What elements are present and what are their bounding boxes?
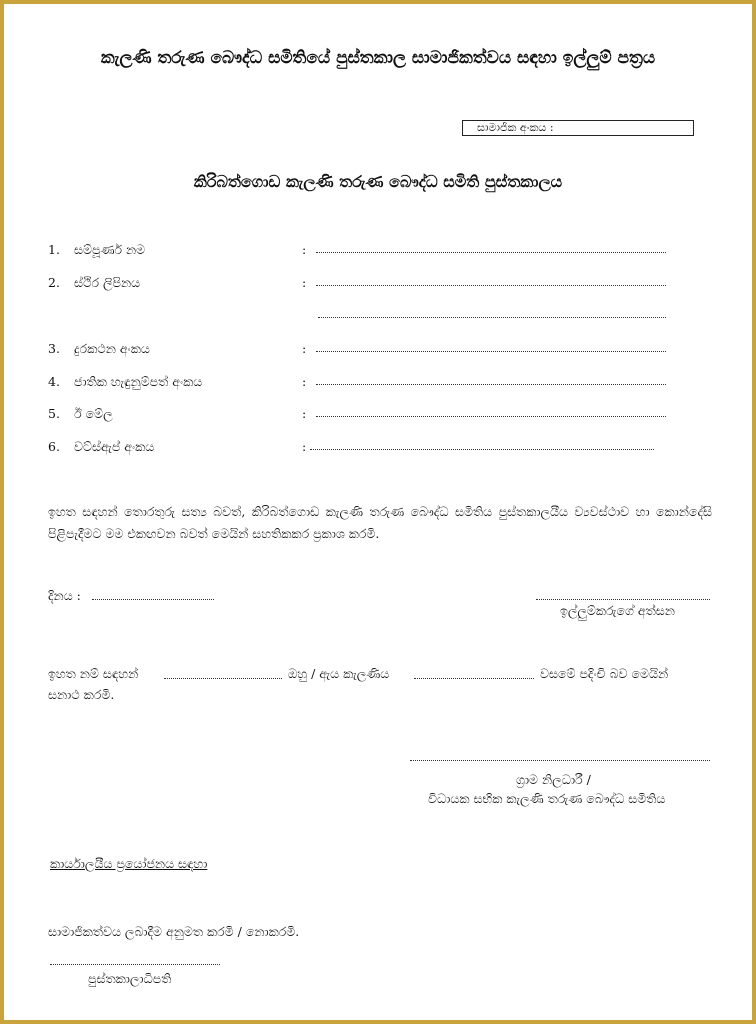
full-name-input-line[interactable] — [316, 252, 666, 253]
office-use-heading: කාර්යාලයීය ප්‍රයෝජනය සඳහා — [50, 856, 208, 871]
officer-signature-line[interactable] — [410, 760, 710, 761]
field-label: ඊ මේල — [74, 406, 113, 421]
field-number: 4. — [48, 374, 60, 389]
field-colon: : — [302, 242, 307, 257]
address-input-line-2[interactable] — [318, 317, 666, 318]
library-subtitle: කිරිබත්ගොඩ කැලණි තරුණ බෞද්ධ සමිති පුස්තකාලය — [193, 172, 563, 191]
field-permanent-address — [48, 275, 688, 295]
declaration-text: ඉහත සඳහන් තොරතුරු සත්‍ය බවත්, කිරිබත්ගොඩ කැලණි තරුණ බෞද්ධ සමිතිය පුස්තකාලයීය ව්‍යවස්ථාව හා කොන්දේසි පිළිපැදීමට මම එකඟවන බවත් මෙයින් සහතිකකර ප්‍රකාශ කරමි. — [48, 504, 712, 541]
officer-title-line1: ග්‍රාම නිලධාරී / — [516, 772, 591, 787]
certification-text-part4: සනාථ කරමි. — [48, 687, 115, 702]
field-whatsapp — [48, 439, 688, 459]
whatsapp-input-line[interactable] — [310, 449, 654, 450]
field-full-name — [48, 242, 688, 262]
member-number-label: සාමාජික අංකය : — [477, 121, 554, 134]
certification-text-part2: ඔහු / ඇය කැලණිය — [288, 666, 390, 681]
field-colon: : — [302, 341, 307, 356]
field-colon: : — [302, 406, 307, 421]
date-label: දිනය : — [48, 588, 81, 603]
field-number: 6. — [48, 439, 60, 454]
field-number: 1. — [48, 242, 60, 257]
field-email — [48, 406, 688, 426]
nic-input-line[interactable] — [316, 384, 666, 385]
form-title: කැලණි තරුණ බෞද්ධ සමිතියේ පුස්තකාල සාමාජිකත්වය සඳහා ඉල්ලුම් පත්‍රය — [100, 48, 656, 68]
field-phone — [48, 341, 688, 361]
date-input-line[interactable] — [92, 599, 214, 600]
field-colon: : — [302, 439, 307, 454]
field-colon: : — [302, 275, 307, 290]
applicant-signature-line[interactable] — [536, 599, 710, 600]
email-input-line[interactable] — [316, 416, 666, 417]
certification-text-part3: වසමේ පදිංචි බව මෙයින් — [540, 666, 669, 681]
field-label: වට්ස්ඇප් අංකය — [74, 439, 155, 454]
librarian-label: පුස්තකාලාධිපති — [88, 971, 172, 986]
field-label: ස්ථිර ලිපිනය — [74, 275, 141, 290]
officer-title-line2: විධායක සභික කැලණි තරුණ බෞද්ධ සමිතිය — [428, 791, 666, 806]
field-nic — [48, 374, 688, 394]
approval-text: සාමාජිකත්වය ලබාදීම අනුමත කරමි / නොකරමි. — [48, 924, 300, 939]
phone-input-line[interactable] — [316, 351, 666, 352]
field-number: 5. — [48, 406, 60, 421]
certification-text-part1: ඉහත නම් සඳහන් — [48, 666, 139, 681]
applicant-signature-label: ඉල්ලුම්කරුගේ අත්සන — [560, 603, 675, 618]
librarian-signature-line[interactable] — [50, 964, 220, 965]
field-label: දුරකථන අංකය — [74, 341, 150, 356]
field-number: 2. — [48, 275, 60, 290]
address-input-line-1[interactable] — [316, 285, 666, 286]
field-label: සම්පූර්ණ නම — [74, 242, 146, 257]
member-number-box[interactable] — [462, 120, 694, 136]
field-colon: : — [302, 374, 307, 389]
certified-name-line[interactable] — [164, 678, 282, 679]
field-number: 3. — [48, 341, 60, 356]
division-line[interactable] — [414, 678, 534, 679]
field-label: ජාතික හැඳුනුම්පත් අංකය — [74, 374, 203, 389]
